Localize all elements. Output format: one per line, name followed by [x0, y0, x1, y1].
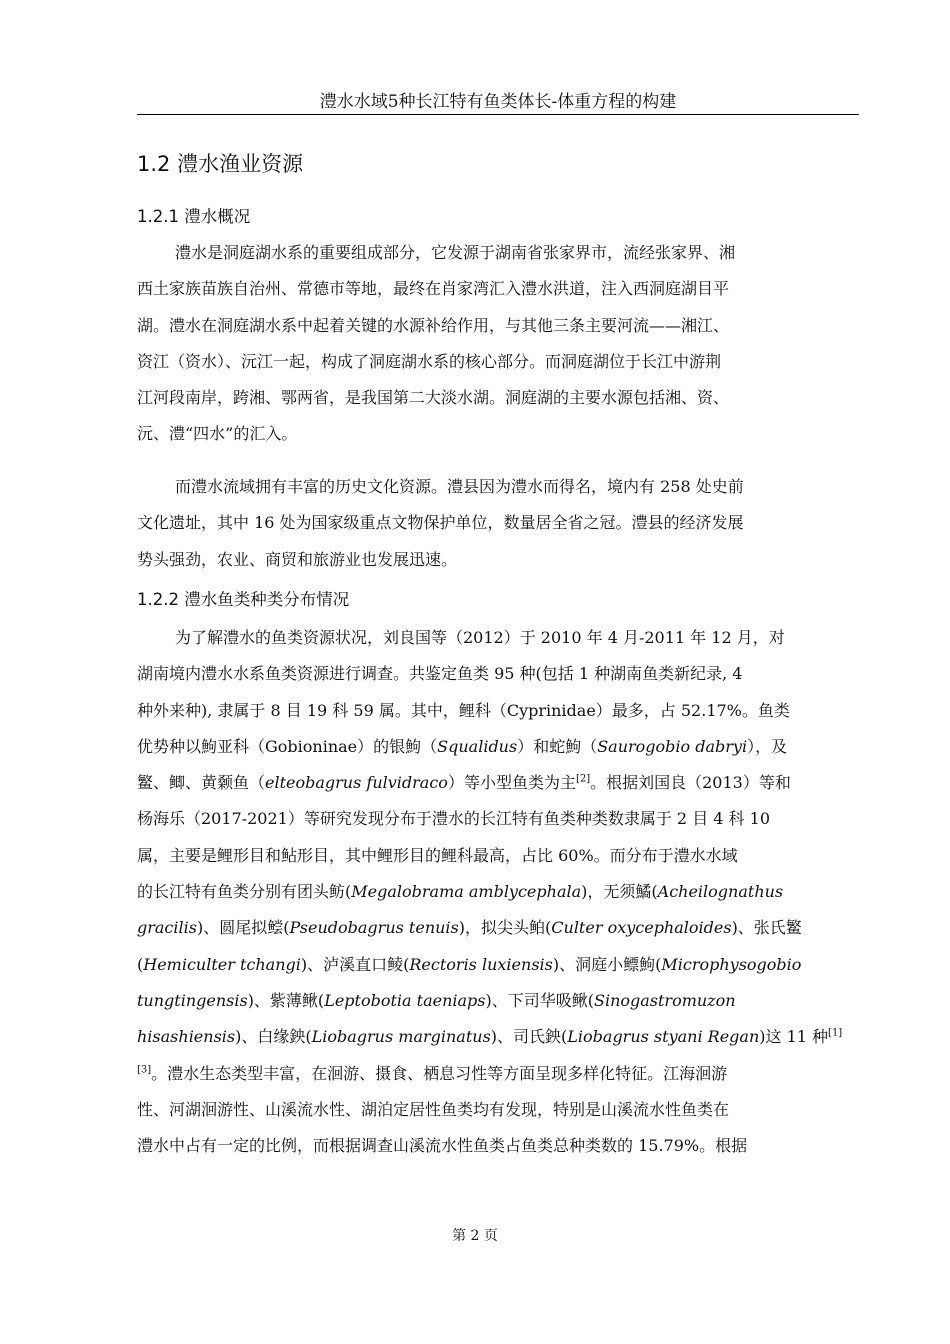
species-name: gracilis [137, 918, 197, 938]
species-name: Rectoris luxiensis [409, 954, 553, 974]
text-line: 湖。澧水在洞庭湖水系中起着关键的水源补给作用，与其他三条主要河流——湘江、 [137, 315, 730, 335]
species-name: Saurogobio dabryi [597, 736, 748, 756]
text-line: 资江（资水）、沅江一起，构成了洞庭湖水系的核心部分。而洞庭湖位于长江中游荆 [137, 351, 722, 371]
citation-marker: [2] [575, 773, 591, 785]
text-line: [3]。澧水生态类型丰富，在洄游、摄食、栖息习性等方面呈现多样化特征。江海洄游 [137, 1063, 728, 1083]
species-name: Megalobrama amblycephala [351, 882, 582, 902]
text-line: 文化遗址，其中 16 处为国家级重点文物保护单位，数量居全省之冠。澧县的经济发展 [137, 513, 744, 533]
text-line: 势头强劲，农业、商贸和旅游业也发展迅速。 [137, 549, 458, 569]
species-name: Microphysogobio [661, 954, 802, 974]
species-name: Leptobotia taeniaps [324, 990, 486, 1010]
species-name: hisashiensis [137, 1027, 236, 1047]
subsection-heading-overview: 1.2.1 澧水概况 [137, 207, 251, 226]
paragraph-fish-species [137, 620, 859, 1164]
text-line: tungtingensis)、紫薄鳅(Leptobotia taeniaps)、下司华吸鳅(Sinogastromuzon [137, 990, 736, 1010]
section-heading: 1.2 澧水渔业资源 [137, 152, 304, 176]
text-line: 鳘、鲫、黄颡鱼（elteobagrus fulvidraco）等小型鱼类为主[2]。根据刘国良（2013）等和 [137, 773, 791, 793]
running-header: 澧水水域5种长江特有鱼类体长-体重方程的构建 [137, 91, 859, 115]
paragraph-culture [137, 469, 859, 578]
species-name: Sinogastromuzon [593, 990, 736, 1010]
paragraph-overview [137, 235, 859, 453]
text-line: 澧水是洞庭湖水系的重要组成部分，它发源于湖南省张家界市，流经张家界、湘 [175, 243, 736, 262]
species-name: Culter oxycephaloides [551, 918, 732, 938]
text-line: 西土家族苗族自治州、常德市等地，最终在肖家湾汇入澧水洪道，注入西洞庭湖目平 [137, 279, 730, 299]
species-name: Pseudobagrus tenuis [289, 918, 459, 938]
text-line: 的长江特有鱼类分别有团头鲂(Megalobrama amblycephala)，无须鱊(Acheilognathus [137, 882, 784, 902]
species-name: tungtingensis [137, 990, 248, 1010]
text-line: 湖南境内澧水水系鱼类资源进行调查。共鉴定鱼类 95 种(包括 1 种湖南鱼类新纪录, 4 [137, 664, 743, 684]
species-name: Liobagrus styani Regan [567, 1027, 760, 1047]
text-line: gracilis)、圆尾拟鲿(Pseudobagrus tenuis)，拟尖头鲌(Culter oxycephaloides)、张氏鳘 [137, 918, 802, 938]
citation-marker: [3] [137, 1064, 152, 1076]
text-line: 优势种以鮈亚科（Gobioninae）的银鮈（Squalidus）和蛇鮈（Saurogobio dabryi），及 [137, 736, 788, 756]
subsection-heading-fish-distribution: 1.2.2 澧水鱼类种类分布情况 [137, 590, 350, 609]
text-line: (Hemiculter tchangi)、泸溪直口鲮(Rectoris luxiensis)、洞庭小鳔鮈(Microphysogobio [137, 954, 802, 974]
text-line: 而澧水流域拥有丰富的历史文化资源。澧县因为澧水而得名，境内有 258 处史前 [175, 477, 744, 496]
citation-marker: [1] [828, 1027, 843, 1039]
text-line: 性、河湖洄游性、山溪流水性、湖泊定居性鱼类均有发现，特别是山溪流水性鱼类在 [137, 1099, 730, 1119]
text-line: 澧水中占有一定的比例，而根据调查山溪流水性鱼类占鱼类总种类数的 15.79%。根据 [137, 1136, 748, 1156]
text-line: 江河段南岸，跨湘、鄂两省，是我国第二大淡水湖。洞庭湖的主要水源包括湘、资、 [137, 388, 730, 408]
species-name: Hemiculter tchangi [143, 954, 301, 974]
page-number: 第 2 页 [452, 1228, 498, 1244]
text-line: 为了解澧水的鱼类资源状况，刘良国等（2012）于 2010 年 4 月-2011 年 12 月，对 [175, 628, 785, 647]
text-line: 杨海乐（2017-2021）等研究发现分布于澧水的长江特有鱼类种类数隶属于 2 目 4 科 10 [137, 809, 770, 829]
text-line: 沅、澧“四水”的汇入。 [137, 424, 298, 444]
text-line: 属，主要是鲤形目和鲇形目，其中鲤形目的鲤科最高，占比 60%。而分布于澧水水域 [137, 845, 738, 865]
species-name: Liobagrus marginatus [311, 1027, 491, 1047]
species-name: Acheilognathus [657, 882, 784, 902]
text-line: hisashiensis)、白缘鉠(Liobagrus marginatus)、司氏鉠(Liobagrus styani Regan)这 11 种[1] [137, 1027, 843, 1047]
species-name: elteobagrus fulvidraco [265, 773, 448, 793]
species-name: Squalidus [437, 736, 518, 756]
text-line: 种外来种), 隶属于 8 目 19 科 59 属。其中，鲤科（Cyprinidae）最多，占 52.17%。鱼类 [137, 700, 790, 720]
